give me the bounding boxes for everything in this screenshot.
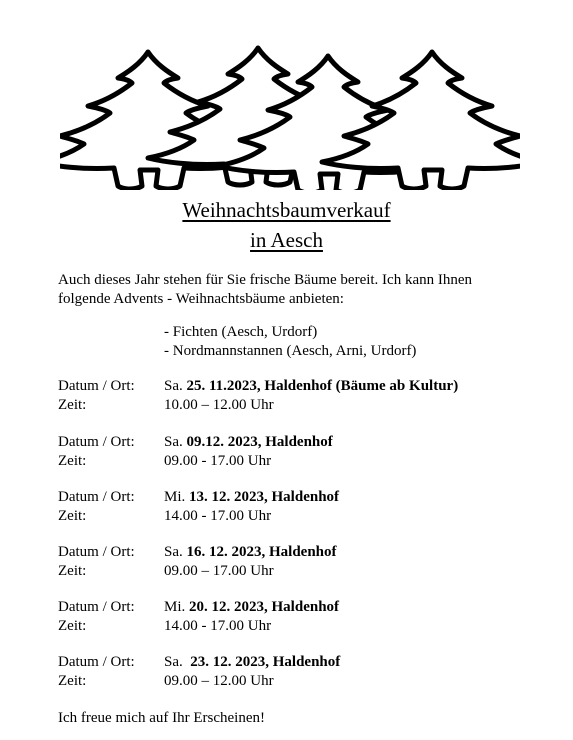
sale-entry bbox=[58, 433, 333, 471]
entry-date-place: 23. 12. 2023, Haldenhof bbox=[190, 654, 341, 670]
entry-date-place: 20. 12. 2023, Haldenhof bbox=[189, 599, 340, 615]
time-label: Zeit: bbox=[58, 453, 87, 469]
entry-time: 14.00 - 17.00 Uhr bbox=[164, 508, 272, 524]
date-place-label: Datum / Ort: bbox=[58, 434, 135, 450]
entry-day: Sa. bbox=[164, 544, 187, 560]
entry-day: Sa. bbox=[164, 434, 187, 450]
entry-time: 10.00 – 12.00 Uhr bbox=[164, 397, 274, 413]
entry-time: 14.00 - 17.00 Uhr bbox=[164, 618, 272, 634]
sale-entry bbox=[58, 488, 339, 526]
date-place-label: Datum / Ort: bbox=[58, 654, 135, 670]
entry-time: 09.00 - 17.00 Uhr bbox=[164, 453, 272, 469]
date-place-label: Datum / Ort: bbox=[58, 544, 135, 560]
sale-entry bbox=[58, 377, 458, 415]
intro-paragraph bbox=[58, 271, 528, 309]
species-list bbox=[164, 323, 416, 361]
entry-day: Sa. bbox=[164, 378, 187, 394]
entry-date-place: 13. 12. 2023, Haldenhof bbox=[189, 489, 340, 505]
entry-time: 09.00 – 17.00 Uhr bbox=[164, 563, 274, 579]
entry-date-place: 16. 12. 2023, Haldenhof bbox=[186, 544, 337, 560]
closing-line: Ich freue mich auf Ihr Erscheinen! bbox=[58, 710, 265, 726]
entry-day: Mi. bbox=[164, 599, 190, 615]
date-place-label: Datum / Ort: bbox=[58, 599, 135, 615]
entry-time: 09.00 – 12.00 Uhr bbox=[164, 673, 274, 689]
page-title: Weihnachtsbaumverkauf bbox=[182, 198, 391, 222]
sale-entry bbox=[58, 653, 340, 691]
sale-entry bbox=[58, 543, 337, 581]
date-place-label: Datum / Ort: bbox=[58, 378, 135, 394]
time-label: Zeit: bbox=[58, 618, 87, 634]
date-place-label: Datum / Ort: bbox=[58, 489, 135, 505]
page-subtitle: in Aesch bbox=[250, 228, 323, 252]
time-label: Zeit: bbox=[58, 563, 87, 579]
entry-day: Mi. bbox=[164, 489, 190, 505]
fir-trees-icon bbox=[60, 40, 520, 190]
intro-line: folgende Advents - Weihnachtsbäume anbieten: bbox=[58, 291, 344, 307]
time-label: Zeit: bbox=[58, 673, 87, 689]
entry-date-place: 09.12. 2023, Haldenhof bbox=[186, 434, 333, 450]
entry-day: Sa. bbox=[164, 654, 191, 670]
species-item: - Fichten (Aesch, Urdorf) bbox=[164, 324, 318, 340]
time-label: Zeit: bbox=[58, 397, 87, 413]
intro-line: Auch dieses Jahr stehen für Sie frische Bäume bereit. Ich kann Ihnen bbox=[58, 272, 473, 288]
sale-entry bbox=[58, 598, 339, 636]
entry-date-place: 25. 11.2023, Haldenhof (Bäume ab Kultur) bbox=[186, 378, 459, 394]
species-item: - Nordmannstannen (Aesch, Arni, Urdorf) bbox=[164, 343, 417, 359]
time-label: Zeit: bbox=[58, 508, 87, 524]
